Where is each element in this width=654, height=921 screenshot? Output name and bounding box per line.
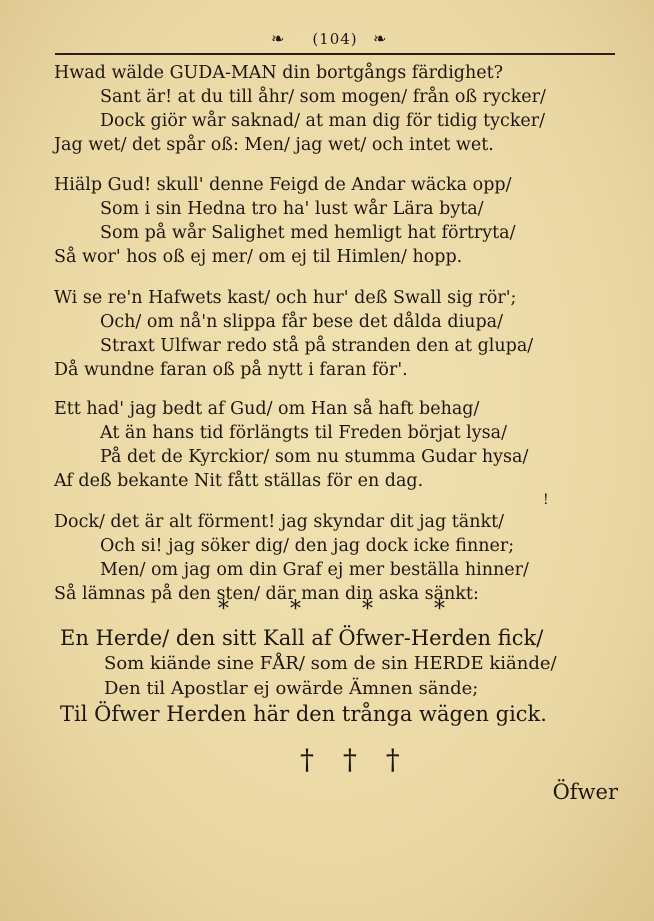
verse-line: Som kiände sine FÅR/ som de sin HERDE kiände/ — [104, 653, 557, 674]
verse-line: Af deß bekante Nit fått ställas för en dag. — [54, 471, 424, 491]
verse-line: Då wundne faran oß på nytt i faran för'. — [54, 360, 408, 380]
verse-line: Så wor' hos oß ej mer/ om ej til Himlen/ hopp. — [54, 247, 463, 267]
asterisk-icon: * — [218, 597, 229, 622]
verse-line: Straxt Ulfwar redo stå på stranden den at glupa/ — [100, 336, 534, 356]
verse-line: Men/ om jag om din Graf ej mer beställa hinner/ — [100, 560, 529, 580]
asterisk-icon: * — [434, 597, 445, 622]
verse-line: Så lämnas på den sten/ där man din aska sänkt: — [54, 584, 479, 604]
verse-line: Dock giör wår saknad/ at man dig för tidig tycker/ — [100, 111, 546, 131]
verse-line: At än hans tid förlängts til Freden börjat lysa/ — [100, 423, 507, 443]
header-rule — [55, 53, 615, 55]
verse-line: Til Öfwer Herden här den trånga wägen gick. — [60, 702, 547, 726]
page-header — [55, 26, 615, 56]
cross-ornament-icon: † † † — [300, 743, 410, 776]
verse-line: Ett had' jag bedt af Gud/ om Han så haft behag/ — [54, 399, 480, 419]
verse-line: Wi se re'n Hafwets kast/ och hur' deß Swall sig rör'; — [54, 288, 517, 308]
floral-ornament-right-icon: ❧ — [373, 29, 387, 48]
asterisk-icon: * — [362, 597, 373, 622]
margin-mark: ! — [543, 492, 549, 508]
verse-line: Sant är! at du till åhr/ som mogen/ från oß rycker/ — [100, 87, 546, 107]
asterisk-icon: * — [290, 597, 301, 622]
page-number: (104) — [312, 30, 358, 48]
verse-line: Som på wår Salighet med hemligt hat förtryta/ — [100, 223, 516, 243]
floral-ornament-left-icon: ❧ — [271, 29, 285, 48]
verse-line: Hiälp Gud! skull' denne Feigd de Andar wäcka opp/ — [54, 175, 512, 195]
verse-line: Hwad wälde GUDA-MAN din bortgångs färdighet? — [54, 63, 504, 83]
verse-line: En Herde/ den sitt Kall af Öfwer-Herden fick/ — [60, 626, 544, 650]
verse-line: Jag wet/ det spår oß: Men/ jag wet/ och intet wet. — [54, 135, 494, 155]
verse-line: Och si! jag söker dig/ den jag dock icke finner; — [100, 536, 515, 556]
verse-line: Den til Apostlar ej owärde Ämnen sände; — [104, 678, 479, 699]
asterisk-divider — [218, 597, 506, 622]
verse-line: Dock/ det är alt förment! jag skyndar dit jag tänkt/ — [54, 512, 505, 532]
verse-line: På det de Kyrckior/ som nu stumma Gudar hysa/ — [100, 447, 529, 467]
verse-line: Som i sin Hedna tro ha' lust wår Lära byta/ — [100, 199, 484, 219]
catchword: Öfwer — [552, 780, 618, 804]
verse-line: Och/ om nå'n slippa får bese det dålda diupa/ — [100, 312, 503, 332]
